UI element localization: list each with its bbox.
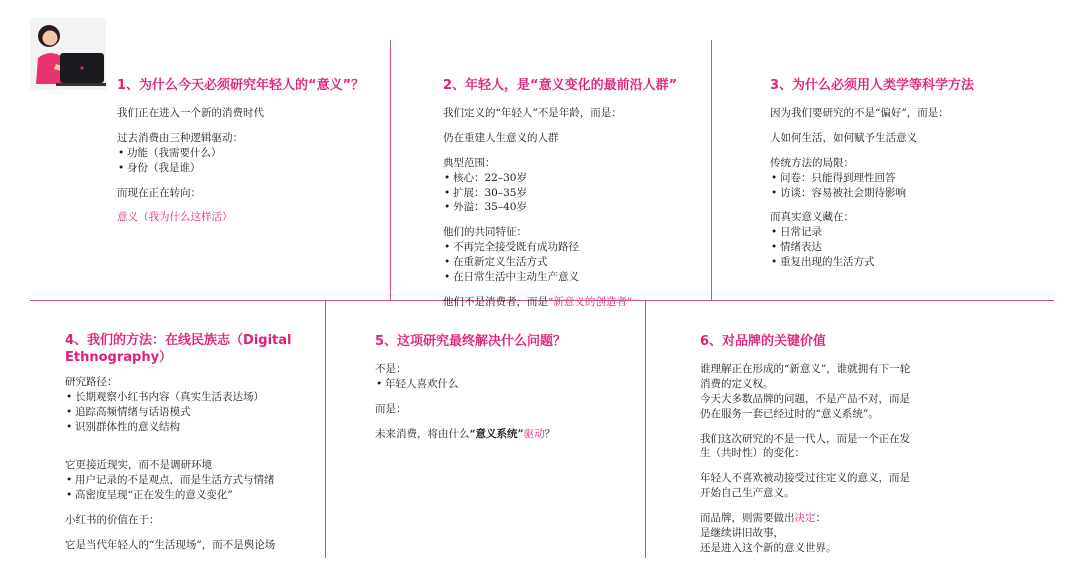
text: ：: [815, 512, 826, 525]
list-item: • 功能（我需要什么）: [117, 146, 379, 161]
section-title: 6、对品牌的关键价值: [700, 334, 827, 349]
bullet-list: [65, 473, 315, 503]
paragraph: 谁理解正在形成的“新意义”，谁就拥有下一轮消费的定义权。: [700, 362, 911, 390]
list-item: • 识别群体性的意义结构: [65, 420, 315, 435]
label: 它更接近现实，而不是调研环境: [65, 459, 212, 472]
list-item: • 情绪表达: [770, 240, 1050, 255]
list-item: • 日常记录: [770, 225, 1050, 240]
list-item: • 外溢：35–40岁: [443, 200, 703, 215]
label: 不是：: [375, 362, 407, 375]
section-science-methods: [770, 78, 1050, 280]
bullet-list: [443, 171, 703, 216]
person-laptop-illustration: [30, 18, 106, 90]
paragraph: 因为我们要研究的不是“偏好”，而是：: [770, 106, 949, 119]
list-item: • 不再完全接受既有成功路径: [443, 240, 703, 255]
label: 而真实意义藏在：: [770, 211, 854, 224]
list-item: • 年轻人喜欢什么: [375, 377, 637, 392]
section-young-people: [443, 78, 703, 320]
section-title: 3、为什么必须用人类学等科学方法: [770, 78, 975, 93]
highlight-text: “新意义的创造者”: [548, 295, 633, 308]
text: 他们不是消费者，而是: [443, 295, 548, 308]
highlight-text: 决定: [794, 512, 816, 525]
paragraph: 而是：: [375, 402, 407, 415]
paragraph: [443, 295, 703, 310]
label: 研究路径：: [65, 375, 118, 388]
paragraph: 它是当代年轻人的“生活现场”，而不是舆论场: [65, 539, 276, 552]
bullet-list: [65, 390, 315, 435]
section-title: 5、这项研究最终解决什么问题？: [375, 334, 567, 349]
paragraph: 小红书的价值在于：: [65, 514, 160, 527]
paragraph: 今天大多数品牌的问题，不是产品不对，而是仍在服务一套已经过时的“意义系统”。: [700, 392, 910, 420]
list-item: • 长期观察小红书内容（真实生活表达场）: [65, 390, 315, 405]
highlight-text: 驱动: [523, 427, 545, 440]
list-item: • 在重新定义生活方式: [443, 255, 703, 270]
text: 而品牌，则需要做出: [700, 512, 795, 525]
list-item: • 问卷：只能得到理性回答: [770, 171, 1050, 186]
paragraph: 我们这次研究的不是一代人，而是一个正在发生（共时性）的变化：: [700, 432, 910, 460]
paragraph: [700, 511, 918, 526]
label: 典型范围：: [443, 156, 496, 169]
bullet-list: [443, 240, 703, 285]
label: 他们的共同特征：: [443, 226, 527, 239]
section-title: 1、为什么今天必须研究年轻人的“意义”？: [117, 78, 365, 93]
paragraph: 而现在正在转向：: [117, 186, 201, 199]
bold-text: “意义系统”: [469, 427, 524, 440]
list-item: • 追踪高频情绪与话语模式: [65, 405, 315, 420]
paragraph: 是继续讲旧故事，: [700, 527, 784, 540]
highlight-text: 意义（我为什么这样活）: [117, 211, 233, 224]
bullet-list: [770, 225, 1050, 270]
divider-vertical-3: [325, 300, 326, 558]
divider-vertical-1: [390, 40, 391, 300]
paragraph: 人如何生活，如何赋予生活意义: [770, 131, 917, 144]
list-item: • 访谈：容易被社会期待影响: [770, 186, 1050, 201]
label: 传统方法的局限：: [770, 156, 854, 169]
divider-vertical-4: [645, 300, 646, 558]
list-item: • 高密度呈现“正在发生的意义变化”: [65, 488, 315, 503]
bullet-list: [770, 171, 1050, 201]
paragraph: 年轻人不喜欢被动接受过往定义的意义，而是开始自己生产意义。: [700, 472, 910, 500]
list-item: • 用户记录的不是观点，而是生活方式与情绪: [65, 473, 315, 488]
list-item: • 重复出现的生活方式: [770, 255, 1050, 270]
bullet-list: [375, 377, 637, 392]
paragraph: 仍在重建人生意义的人群: [443, 131, 559, 144]
text: 未来消费，将由什么: [375, 427, 470, 440]
label: 过去消费由三种逻辑驱动：: [117, 131, 243, 144]
text: ？: [544, 427, 556, 440]
section-why-meaning: [117, 78, 379, 235]
paragraph: 我们正在进入一个新的消费时代: [117, 106, 264, 119]
bullet-list: [117, 146, 379, 176]
list-item: • 核心：22–30岁: [443, 171, 703, 186]
list-item: • 身份（我是谁）: [117, 161, 379, 176]
section-brand-value: [700, 334, 918, 556]
section-what-problem: [375, 334, 637, 452]
paragraph: 还是进入这个新的意义世界。: [700, 541, 837, 554]
divider-vertical-2: [711, 40, 712, 300]
paragraph: [375, 427, 637, 442]
section-our-method: [65, 333, 315, 563]
paragraph: 我们定义的“年轻人”不是年龄，而是：: [443, 106, 622, 119]
section-title: 4、我们的方法：在线民族志（Digital Ethnography）: [65, 333, 292, 365]
section-title: 2、年轻人，是“意义变化的最前沿人群”: [443, 78, 678, 93]
list-item: • 扩展：30–35岁: [443, 186, 703, 201]
list-item: • 在日常生活中主动生产意义: [443, 270, 703, 285]
